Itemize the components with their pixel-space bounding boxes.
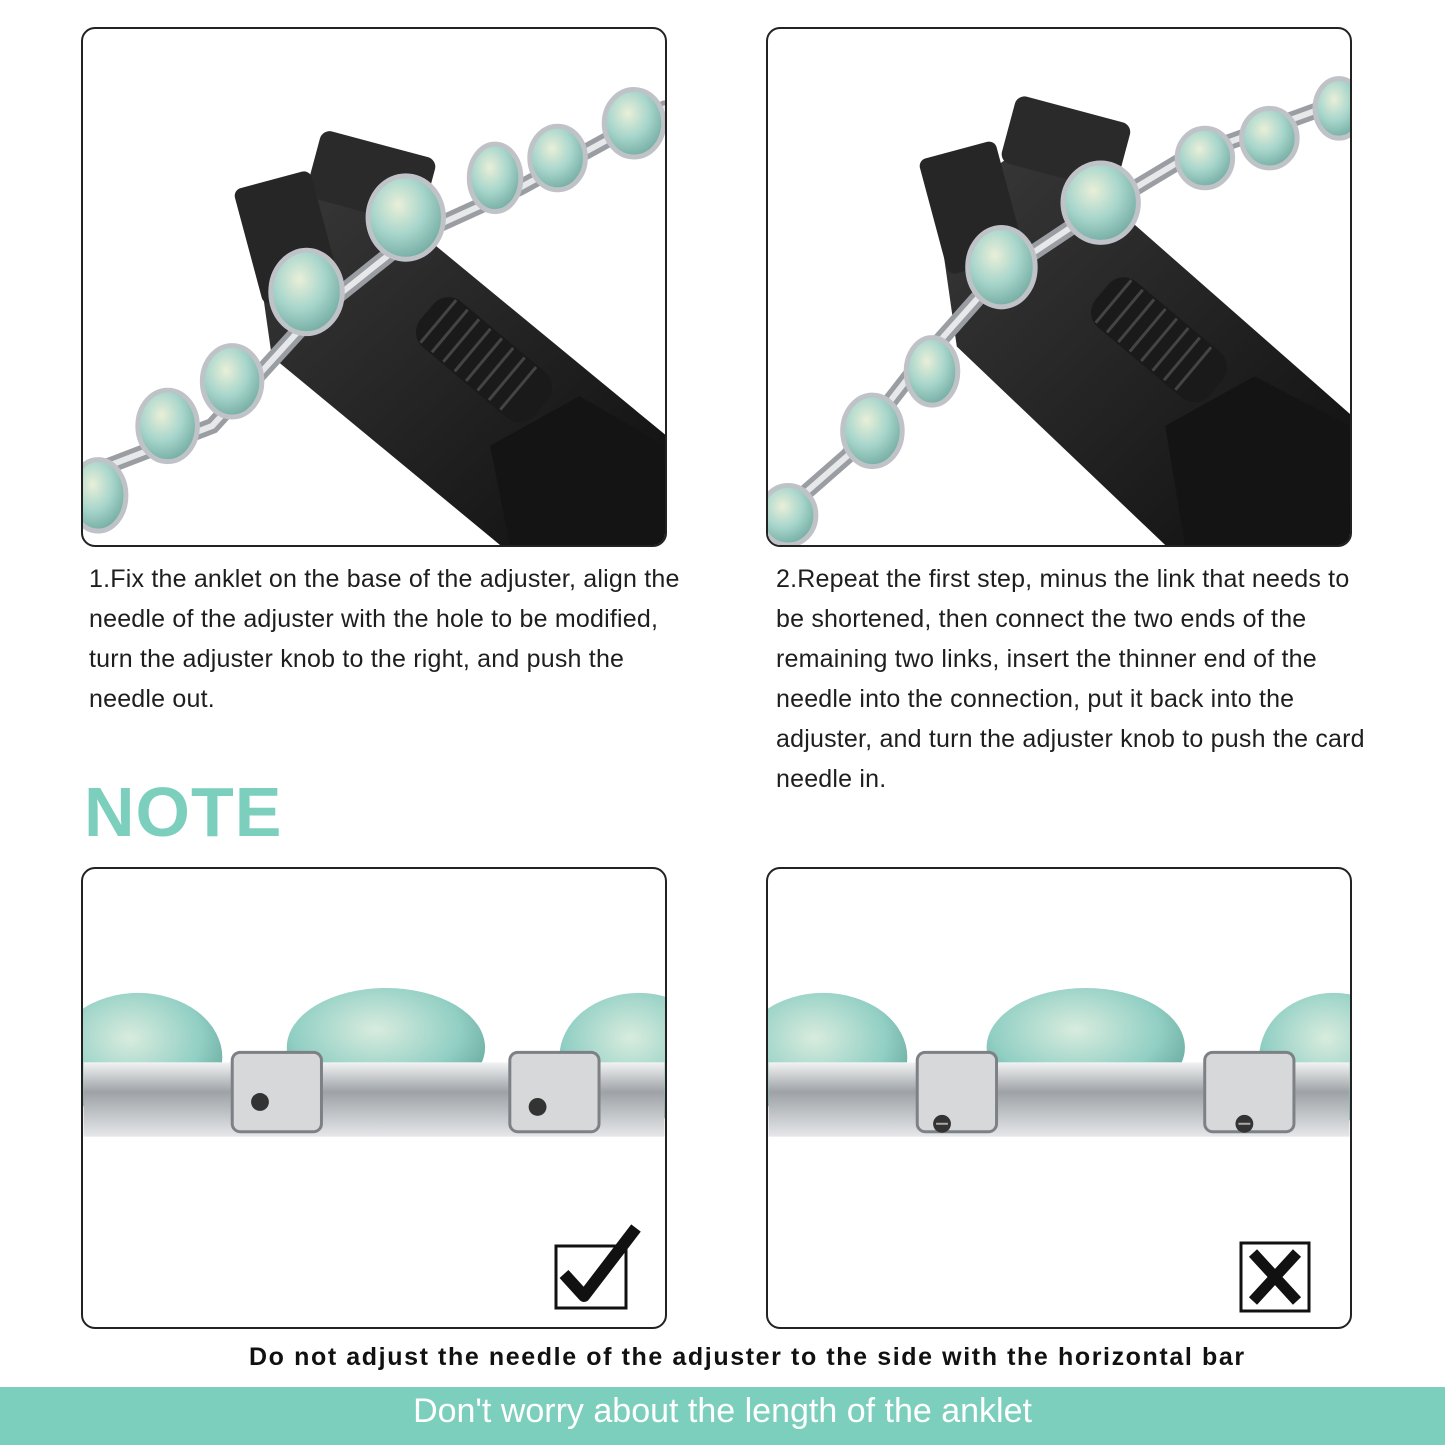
adjuster-tool-illustration [768,29,1350,545]
x-mark-icon [1239,1241,1311,1313]
orientation-warning: Do not adjust the needle of the adjuster to the side with the horizontal bar [249,1343,1246,1371]
step1-instruction: 1.Fix the anklet on the base of the adjuster, align the needle of the adjuster with the hole to be modified, turn the adjuster knob to the right, and push the needle out. [89,565,680,713]
incorrect-orientation-photo [766,867,1352,1329]
footer-banner-text: Don't worry about the length of the anklet [413,1392,1032,1430]
check-mark-icon [554,1224,642,1310]
adjuster-tool-illustration [83,29,665,545]
correct-orientation-photo [81,867,667,1329]
note-heading: NOTE [84,773,283,851]
step1-photo [81,27,667,547]
step2-instruction: 2.Repeat the first step, minus the link that needs to be shortened, then connect the two ends of the remaining two links, insert the thinner end of the needle into the connection, put it back into the adjuster, and turn the adjuster knob to push the card needle in. [776,565,1365,793]
step2-photo [766,27,1352,547]
